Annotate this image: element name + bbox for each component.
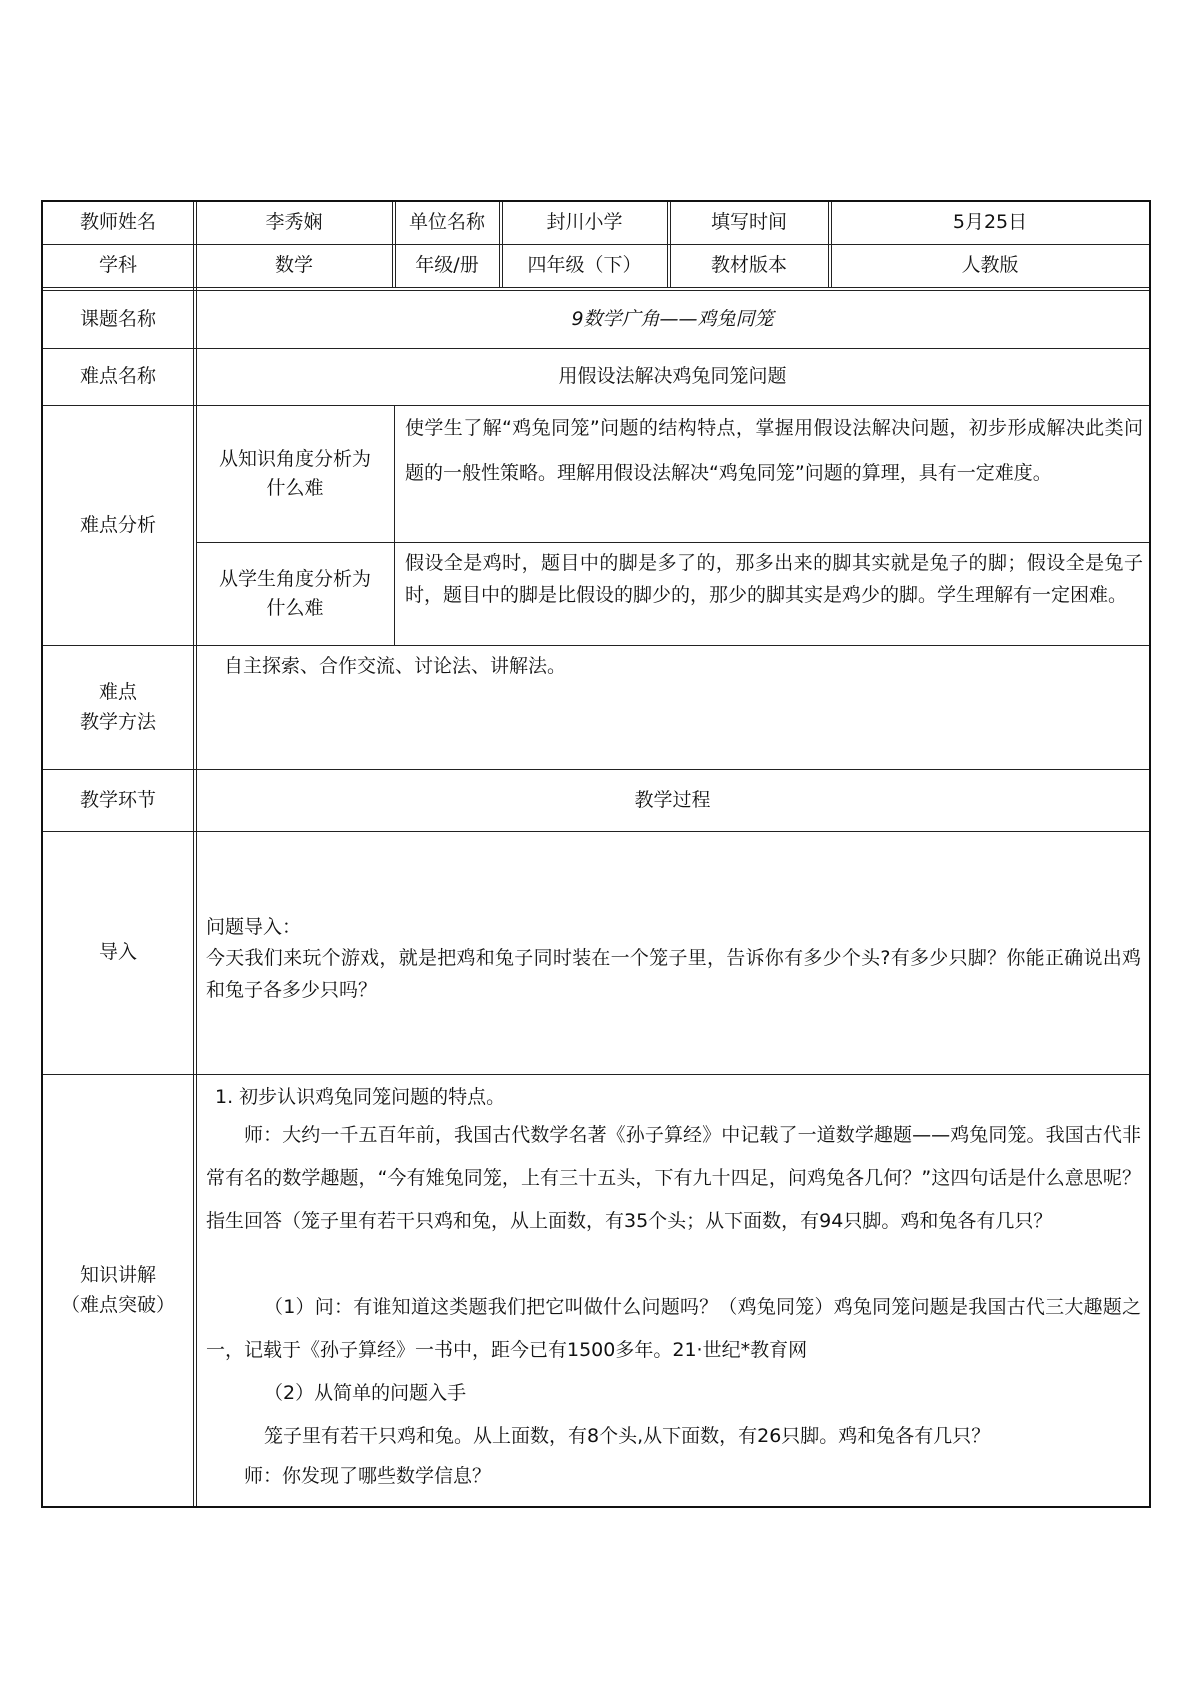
- knowledge-label-line2: （难点突破）: [60, 1293, 175, 1316]
- col-divider: [193, 202, 194, 1506]
- row-divider: [43, 1074, 1149, 1075]
- knowledge-item-1: 1. 初步认识鸡兔同笼问题的特点。: [215, 1086, 506, 1108]
- topic-value: 9数学广角——鸡兔同笼: [571, 307, 774, 330]
- knowledge-para-5: 师：你发现了哪些数学信息？: [244, 1465, 492, 1487]
- difficulty-label: 难点名称: [79, 365, 156, 388]
- grade-label: 年级/册: [415, 254, 479, 277]
- analysis-label: 难点分析: [79, 513, 156, 536]
- intro-text: 今天我们来玩个游戏，就是把鸡和兔子同时装在一个笼子里，告诉你有多少个头?有多少只脚？你能正确说出鸡和兔子各多少只吗？: [206, 947, 1141, 1001]
- student-angle-label: [196, 543, 394, 645]
- topic-label: 课题名称: [79, 307, 156, 330]
- teacher-name-value: 李秀娴: [265, 211, 323, 234]
- knowledge-angle-label: [196, 406, 394, 542]
- knowledge-angle-label-line1: 从知识角度分析为: [218, 447, 371, 470]
- col-divider: [667, 202, 668, 287]
- method-label: [43, 646, 193, 769]
- intro-label: 导入: [98, 941, 137, 964]
- knowledge-para-4: 笼子里有若干只鸡和兔。从上面数，有8个头,从下面数，有26只脚。鸡和兔各有几只？: [264, 1425, 991, 1447]
- row-divider: [43, 287, 1149, 288]
- fill-date-value: 5月25日: [952, 211, 1028, 234]
- difficulty-value: 用假设法解决鸡兔同笼问题: [558, 365, 787, 388]
- method-label-line2: 教学方法: [79, 710, 156, 733]
- row-divider: [43, 645, 1149, 646]
- lesson-plan-table: [41, 200, 1151, 1508]
- method-value: 自主探索、合作交流、讨论法、讲解法。: [224, 655, 567, 677]
- subject-label: 学科: [98, 254, 137, 277]
- knowledge-para-3: （2）从简单的问题入手: [264, 1382, 467, 1404]
- fill-date-label: 填写时间: [710, 211, 787, 234]
- grade-value: 四年级（下）: [527, 254, 642, 277]
- col-divider: [828, 202, 829, 287]
- teaching-stage-label: 教学环节: [79, 788, 156, 811]
- student-angle-label-line2: 什么难: [266, 597, 324, 619]
- student-angle-label-line1: 从学生角度分析为: [218, 567, 371, 590]
- method-label-line1: 难点: [98, 681, 137, 704]
- edition-value: 人教版: [961, 254, 1019, 277]
- subject-value: 数学: [274, 254, 313, 277]
- teaching-process-label: 教学过程: [634, 788, 711, 811]
- intro-title: 问题导入：: [206, 916, 302, 938]
- edition-label: 教材版本: [710, 254, 787, 277]
- unit-name-label: 单位名称: [408, 211, 485, 234]
- knowledge-angle-text: 使学生了解“鸡兔同笼”问题的结构特点，掌握用假设法解决问题，初步形成解决此类问题的一般性策略。理解用假设法解决“鸡兔同笼”问题的算理，具有一定难度。: [405, 417, 1143, 484]
- unit-name-value: 封川小学: [546, 211, 623, 234]
- col-divider: [394, 405, 395, 645]
- knowledge-angle-label-line2: 什么难: [266, 477, 324, 499]
- col-divider: [499, 202, 500, 287]
- col-divider: [392, 202, 393, 287]
- student-angle-text: 假设全是鸡时，题目中的脚是多了的，那多出来的脚其实就是兔子的脚；假设全是兔子时，题目中的脚是比假设的脚少的，那少的脚其实是鸡少的脚。学生理解有一定困难。: [405, 552, 1143, 606]
- knowledge-para-1: 师：大约一千五百年前，我国古代数学名著《孙子算经》中记载了一道数学趣题——鸡兔同笼。我国古代非常有名的数学趣题，“今有雉兔同笼，上有三十五头，下有九十四足，问鸡兔各几何？”这四句话是什么意思呢？ 指生回答（笼子里有若干只鸡和兔，从上面数，有35个头；从下面数，有94只脚。鸡和兔各有几只？: [206, 1124, 1141, 1232]
- teacher-name-label: 教师姓名: [79, 211, 156, 234]
- knowledge-label: [43, 1075, 193, 1506]
- knowledge-para-2: （1）问：有谁知道这类题我们把它叫做什么问题吗？（鸡兔同笼）鸡兔同笼问题是我国古代三大趣题之一，记载于《孙子算经》一书中，距今已有1500多年。21·世纪*教育网: [206, 1296, 1141, 1361]
- knowledge-label-line1: 知识讲解: [79, 1264, 156, 1287]
- row-divider: [43, 831, 1149, 832]
